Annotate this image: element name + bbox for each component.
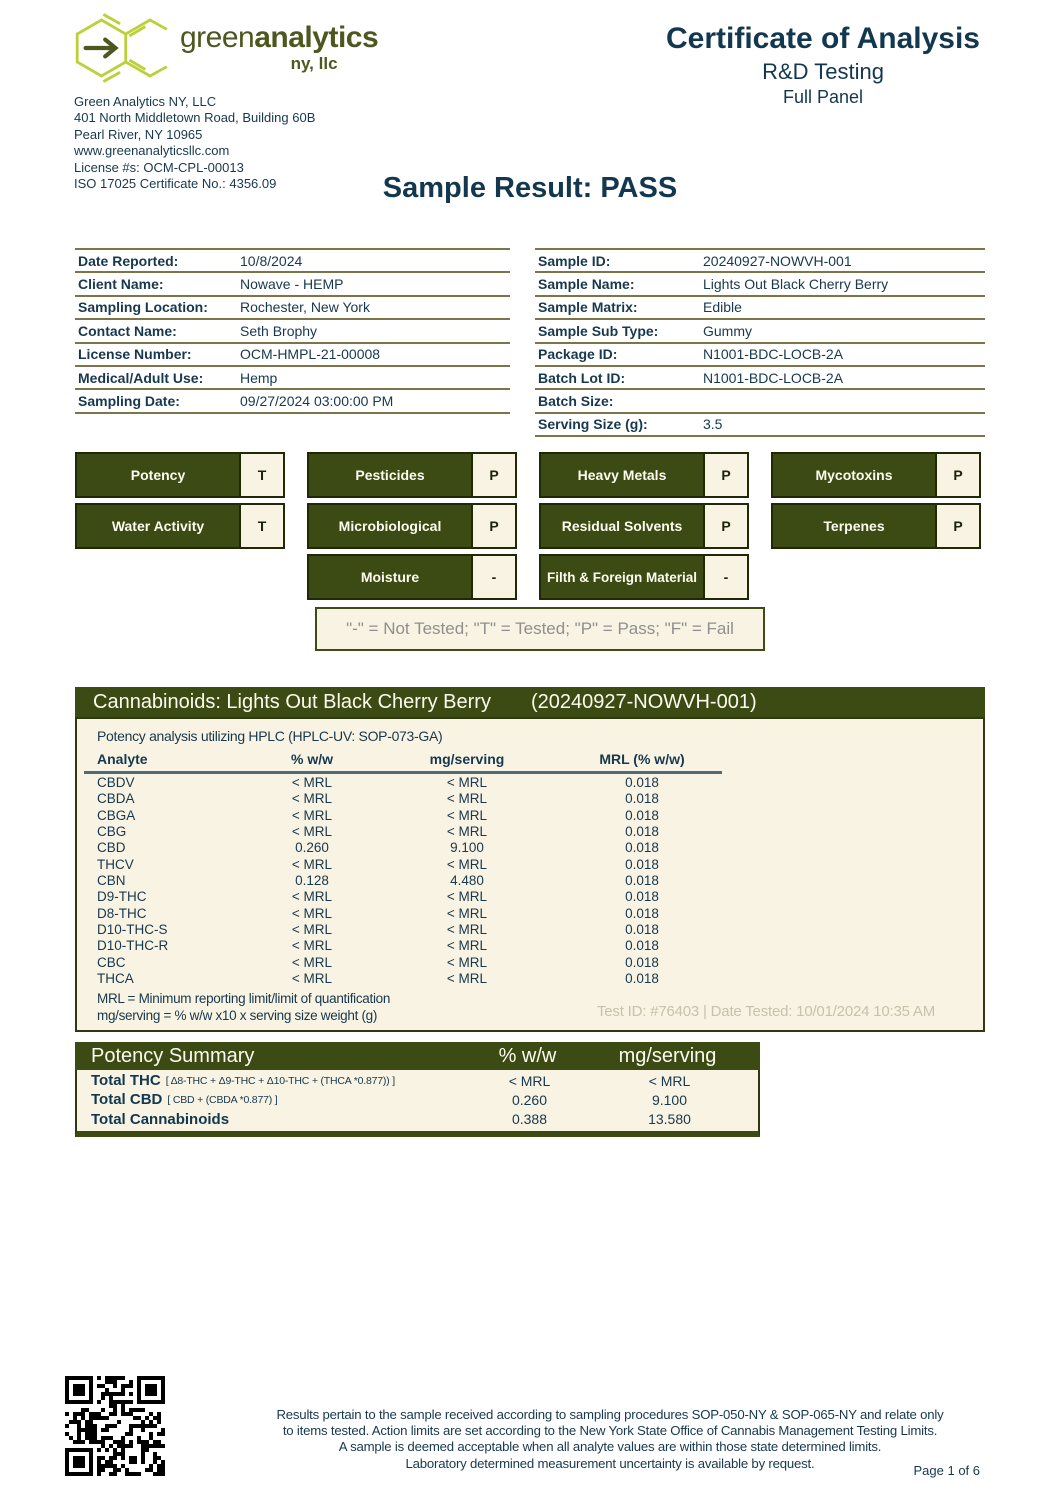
document-subtitle-testing: R&D Testing xyxy=(762,59,884,84)
sample-result-banner: Sample Result: PASS xyxy=(382,172,678,204)
analyte-name: CBN xyxy=(97,873,126,889)
analyte-mrl: 0.018 xyxy=(625,873,659,889)
title-block xyxy=(613,22,1033,108)
status-badge: - xyxy=(703,556,747,598)
company-address-line: 401 North Middletown Road, Building 60B xyxy=(74,110,316,126)
analyte-mrl: 0.018 xyxy=(625,791,659,807)
summary-mg: 13.580 xyxy=(648,1111,691,1128)
test-tile-terpenes xyxy=(771,503,981,549)
disclaimer-line: Laboratory determined measurement uncertainty is available by request. xyxy=(405,1455,815,1471)
table-row xyxy=(77,873,983,889)
status-badge: T xyxy=(239,505,283,547)
analyte-mrl: 0.018 xyxy=(625,922,659,938)
column-header-mg: mg/serving xyxy=(429,751,505,767)
brand-name-green: green xyxy=(180,21,255,54)
status-badge: T xyxy=(239,454,283,496)
table-row xyxy=(535,318,985,341)
analyte-ww: < MRL xyxy=(291,971,333,987)
column-header-mrl: MRL (% w/w) xyxy=(599,751,685,767)
analyte-mg: < MRL xyxy=(446,807,488,823)
test-tile-filth-foreign-material xyxy=(539,554,749,600)
column-header-ww: % w/w xyxy=(290,751,333,767)
disclaimer-line: A sample is deemed acceptable when all analyte values are within those state determined limits. xyxy=(338,1439,882,1455)
table-row xyxy=(77,922,983,938)
test-tile-microbiological xyxy=(307,503,517,549)
cannabinoids-title: Cannabinoids: Lights Out Black Cherry Berry xyxy=(93,690,491,713)
analyte-mrl: 0.018 xyxy=(625,889,659,905)
potency-summary-table xyxy=(75,1070,760,1137)
analyte-mrl: 0.018 xyxy=(625,938,659,954)
table-row xyxy=(535,342,985,365)
test-label: Potency xyxy=(130,467,186,483)
table-row xyxy=(535,412,985,435)
status-badge: - xyxy=(471,556,515,598)
page-number: Page 1 of 6 xyxy=(913,1463,980,1478)
table-row xyxy=(77,1110,758,1129)
analyte-ww: 0.128 xyxy=(295,873,329,889)
info-label: License Number: xyxy=(78,346,192,363)
cannabinoids-section-header xyxy=(75,687,985,717)
analyte-mrl: 0.018 xyxy=(625,856,659,872)
table-row xyxy=(535,388,985,411)
status-badge: P xyxy=(935,505,979,547)
info-label: Serving Size (g): xyxy=(538,416,648,433)
analyte-mg: 4.480 xyxy=(450,873,484,889)
info-value: Lights Out Black Cherry Berry xyxy=(703,276,889,293)
test-label: Mycotoxins xyxy=(815,467,893,483)
info-label: Sample Matrix: xyxy=(538,299,638,316)
info-value: 10/8/2024 xyxy=(240,252,303,269)
disclaimer-line: to items tested. Action limits are set according to the New York State Office of Cannabis Management Testing Limits. xyxy=(282,1423,938,1439)
company-license: License #s: OCM-CPL-00013 xyxy=(74,159,244,175)
info-value: N1001-BDC-LOCB-2A xyxy=(703,369,844,386)
summary-label: Total THC xyxy=(91,1072,161,1090)
analyte-mrl: 0.018 xyxy=(625,971,659,987)
info-label: Sampling Date: xyxy=(78,393,180,410)
analyte-ww: < MRL xyxy=(291,905,333,921)
info-value: 09/27/2024 03:00:00 PM xyxy=(240,393,394,410)
analyte-mrl: 0.018 xyxy=(625,824,659,840)
test-tile-residual-solvents xyxy=(539,503,749,549)
potency-summary-header xyxy=(75,1042,760,1070)
analyte-table xyxy=(77,775,983,987)
summary-formula: [ Δ8-THC + Δ9-THC + Δ10-THC + (THCA *0.877)) ] xyxy=(165,1074,395,1087)
analyte-name: CBDV xyxy=(97,775,135,790)
document-title: Certificate of Analysis xyxy=(666,22,980,55)
table-row xyxy=(75,271,510,294)
status-badge: P xyxy=(703,454,747,496)
table-row xyxy=(535,295,985,318)
table-row xyxy=(77,775,983,791)
qr-code xyxy=(65,1376,165,1476)
analyte-ww: < MRL xyxy=(291,922,333,938)
table-row xyxy=(75,295,510,318)
table-row xyxy=(77,857,983,873)
analyte-mg: < MRL xyxy=(446,824,488,840)
analyte-ww: < MRL xyxy=(291,791,333,807)
table-row xyxy=(75,342,510,365)
status-badge: P xyxy=(935,454,979,496)
column-header-mg: mg/serving xyxy=(618,1044,717,1067)
summary-mg: < MRL xyxy=(648,1072,691,1089)
info-value: Hemp xyxy=(240,369,278,386)
test-tile-potency xyxy=(75,452,285,498)
table-row xyxy=(535,271,985,294)
potency-summary-title: Potency Summary xyxy=(91,1044,255,1067)
analyte-ww: < MRL xyxy=(291,954,333,970)
brand-logo xyxy=(66,4,378,92)
info-label: Client Name: xyxy=(78,276,164,293)
disclaimer-line: Results pertain to the sample received according to sampling procedures SOP-050-NY & SOP-065-NY and relate only xyxy=(276,1407,944,1422)
table-row xyxy=(75,318,510,341)
summary-ww: < MRL xyxy=(508,1072,551,1089)
analyte-name: CBC xyxy=(97,954,126,970)
column-header-ww: % w/w xyxy=(498,1044,557,1067)
table-row xyxy=(75,388,510,411)
brand-name-analytics: analytics xyxy=(254,21,379,54)
info-value: Gummy xyxy=(703,322,752,339)
table-row xyxy=(77,808,983,824)
info-value: 20240927-NOWVH-001 xyxy=(703,252,852,269)
status-badge: P xyxy=(471,505,515,547)
info-value: Rochester, New York xyxy=(240,299,370,316)
analyte-name: D10-THC-S xyxy=(97,922,168,938)
analyte-mg: 9.100 xyxy=(450,840,484,856)
test-tile-pesticides xyxy=(307,452,517,498)
table-notes xyxy=(97,991,390,1024)
info-label: Sample Sub Type: xyxy=(538,322,659,339)
table-row xyxy=(77,824,983,840)
info-value: Nowave - HEMP xyxy=(240,276,344,293)
analyte-mrl: 0.018 xyxy=(625,905,659,921)
analyte-mrl: 0.018 xyxy=(625,840,659,856)
analyte-ww: < MRL xyxy=(291,775,333,790)
info-value: OCM-HMPL-21-00008 xyxy=(240,346,381,363)
test-tile-moisture xyxy=(307,554,517,600)
info-value: N1001-BDC-LOCB-2A xyxy=(703,346,844,363)
analyte-name: CBGA xyxy=(97,807,136,823)
test-label: Residual Solvents xyxy=(561,518,683,534)
test-label: Terpenes xyxy=(823,518,885,534)
table-row xyxy=(77,938,983,954)
test-tile-water-activity xyxy=(75,503,285,549)
analyte-mrl: 0.018 xyxy=(625,954,659,970)
analyte-mrl: 0.018 xyxy=(625,775,659,790)
table-row xyxy=(77,791,983,807)
company-address-line: Pearl River, NY 10965 xyxy=(74,126,203,142)
test-label: Heavy Metals xyxy=(577,467,667,483)
table-row xyxy=(535,365,985,388)
summary-mg: 9.100 xyxy=(651,1091,688,1108)
test-label: Microbiological xyxy=(338,518,442,534)
table-row xyxy=(77,889,983,905)
method-description: Potency analysis utilizing HPLC (HPLC-UV: SOP-073-GA) xyxy=(97,728,443,744)
sample-info-table xyxy=(535,248,985,437)
analyte-mg: < MRL xyxy=(446,938,488,954)
test-tile-mycotoxins xyxy=(771,452,981,498)
analyte-name: D10-THC-R xyxy=(97,938,169,954)
info-value: Edible xyxy=(703,299,742,316)
test-tile-heavy-metals xyxy=(539,452,749,498)
info-label: Sampling Location: xyxy=(78,299,208,316)
analyte-mrl: 0.018 xyxy=(625,807,659,823)
analyte-name: CBDA xyxy=(97,791,135,807)
table-row xyxy=(77,971,983,987)
info-value: 3.5 xyxy=(703,416,723,433)
info-label: Date Reported: xyxy=(78,252,179,269)
analyte-mg: < MRL xyxy=(446,922,488,938)
status-legend: "-" = Not Tested; "T" = Tested; "P" = Pass; "F" = Fail xyxy=(315,607,765,651)
company-name: Green Analytics NY, LLC xyxy=(74,94,217,109)
analyte-mg: < MRL xyxy=(446,954,488,970)
table-row xyxy=(75,248,510,271)
info-label: Package ID: xyxy=(538,346,618,363)
table-row xyxy=(77,840,983,856)
info-label: Batch Lot ID: xyxy=(538,369,626,386)
info-label: Medical/Adult Use: xyxy=(78,369,204,386)
cannabinoids-sample-id: (20240927-NOWVH-001) xyxy=(530,690,757,713)
test-label: Moisture xyxy=(360,569,420,585)
brand-wordmark xyxy=(180,22,378,74)
analyte-name: THCV xyxy=(97,856,134,872)
analyte-name: CBD xyxy=(97,840,126,856)
mrl-note: MRL = Minimum reporting limit/limit of quantification xyxy=(97,991,391,1006)
test-label: Filth & Foreign Material xyxy=(546,569,697,585)
company-info xyxy=(74,94,315,192)
summary-label: Total CBD xyxy=(91,1091,163,1109)
company-website: www.greenanalyticsllc.com xyxy=(74,143,230,159)
column-header-analyte: Analyte xyxy=(97,751,148,767)
mg-serving-note: mg/serving = % w/w x10 x serving size weight (g) xyxy=(97,1007,378,1023)
analyte-name: THCA xyxy=(97,971,134,987)
arrow-icon xyxy=(86,40,116,57)
brand-suffix: ny, llc xyxy=(290,54,338,73)
header-rule xyxy=(84,771,722,774)
status-badge: P xyxy=(471,454,515,496)
analyte-table-header xyxy=(77,751,983,769)
table-row xyxy=(77,1090,758,1109)
analyte-name: CBG xyxy=(97,824,127,840)
table-row xyxy=(77,955,983,971)
summary-ww: 0.260 xyxy=(511,1091,548,1108)
test-label: Pesticides xyxy=(355,467,425,483)
analyte-ww: < MRL xyxy=(291,889,333,905)
table-row xyxy=(75,365,510,388)
analyte-name: D9-THC xyxy=(97,889,147,905)
status-badge: P xyxy=(703,505,747,547)
company-iso-cert: ISO 17025 Certificate No.: 4356.09 xyxy=(74,176,277,192)
test-id-date: Test ID: #76403 | Date Tested: 10/01/2024 10:35 AM xyxy=(596,1003,935,1020)
table-row xyxy=(77,1071,758,1090)
analyte-mg: < MRL xyxy=(446,775,488,790)
table-row xyxy=(77,906,983,922)
table-row xyxy=(535,248,985,271)
info-label: Batch Size: xyxy=(538,393,614,410)
analyte-ww: < MRL xyxy=(291,938,333,954)
test-label: Water Activity xyxy=(111,518,205,534)
analyte-mg: < MRL xyxy=(446,905,488,921)
client-info-table xyxy=(75,248,510,414)
summary-formula: [ CBD + (CBDA *0.877) ] xyxy=(167,1093,278,1106)
analyte-mg: < MRL xyxy=(446,791,488,807)
analyte-mg: < MRL xyxy=(446,856,488,872)
info-label: Sample ID: xyxy=(538,252,611,269)
analyte-ww: 0.260 xyxy=(295,840,329,856)
info-label: Contact Name: xyxy=(78,322,177,339)
analyte-mg: < MRL xyxy=(446,889,488,905)
document-subtitle-panel: Full Panel xyxy=(782,87,864,107)
analyte-ww: < MRL xyxy=(291,824,333,840)
analyte-name: D8-THC xyxy=(97,905,147,921)
analyte-ww: < MRL xyxy=(291,807,333,823)
analyte-ww: < MRL xyxy=(291,856,333,872)
hexagon-logo-icon xyxy=(66,4,178,92)
cannabinoids-panel xyxy=(75,717,985,1032)
info-label: Sample Name: xyxy=(538,276,635,293)
analyte-mg: < MRL xyxy=(446,971,488,987)
summary-ww: 0.388 xyxy=(511,1111,548,1128)
summary-label: Total Cannabinoids xyxy=(91,1110,230,1128)
info-value: Seth Brophy xyxy=(240,322,318,339)
